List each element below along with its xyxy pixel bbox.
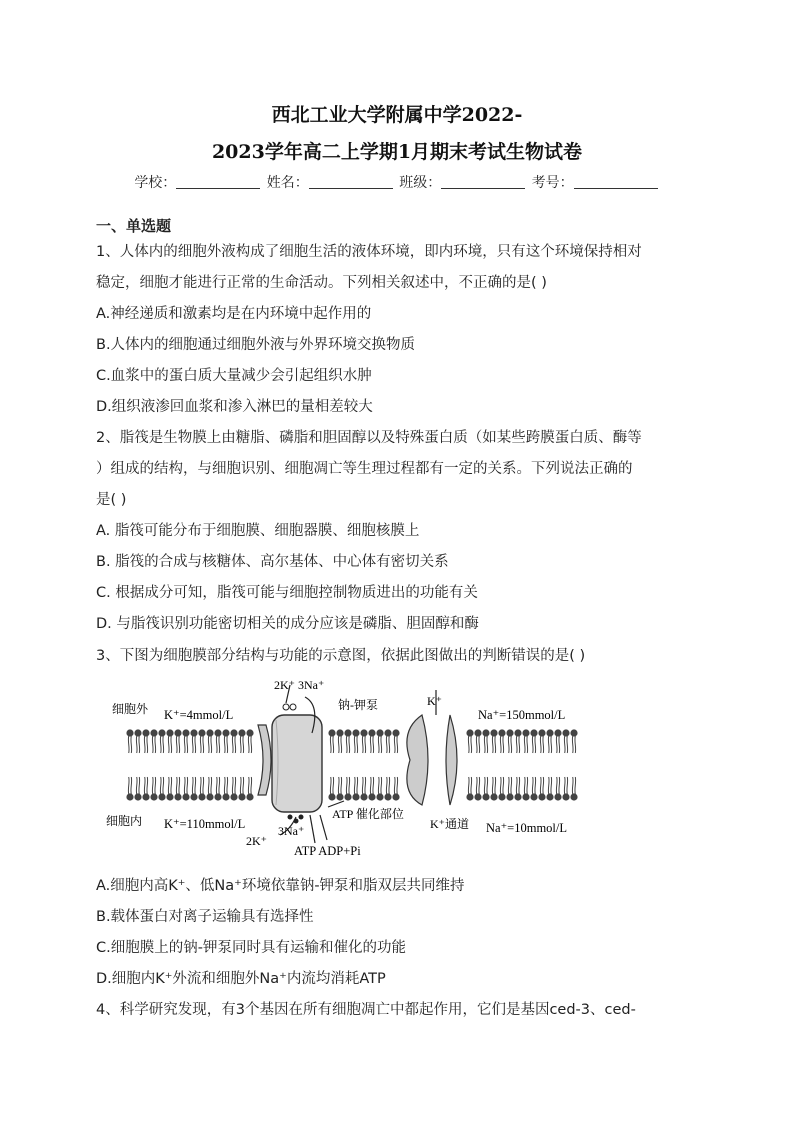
lipid-inner <box>182 777 189 801</box>
q2-option-d[interactable]: D. 与脂筏识别功能密切相关的成分应该是磷脂、胆固醇和酶 <box>96 616 479 632</box>
q1-option-b[interactable]: B.人体内的细胞通过细胞外液与外界环境交换物质 <box>96 337 416 353</box>
lipid-inner <box>150 777 157 801</box>
lipid-outer <box>174 729 181 753</box>
class-label: 班级： <box>399 175 442 191</box>
q2-option-a[interactable]: A. 脂筏可能分布于细胞膜、细胞器膜、细胞核膜上 <box>96 523 420 539</box>
q1-option-d[interactable]: D.组织液渗回血浆和渗入淋巴的量相差较大 <box>96 399 373 415</box>
lipid-outer <box>384 729 391 753</box>
lipid-inner <box>506 777 513 801</box>
lipid-outer <box>392 729 399 753</box>
small-membrane-protein <box>258 725 271 795</box>
lipid-outer <box>190 729 197 753</box>
exam-number-label: 考号： <box>531 175 574 191</box>
title-line-2: 2023学年高二上学期1月期末考试生物试卷 <box>211 141 583 163</box>
lipid-outer <box>246 729 253 753</box>
k-in-label: K⁺=110mmol/L <box>164 817 246 831</box>
lipid-inner <box>522 777 529 801</box>
lipid-outer <box>158 729 165 753</box>
school-blank[interactable] <box>176 174 260 189</box>
section-heading: 一、单选题 <box>96 217 172 235</box>
q1-option-c[interactable]: C.血浆中的蛋白质大量减少会引起组织水肿 <box>96 368 372 384</box>
lipid-inner <box>126 777 133 801</box>
lipid-outer <box>562 729 569 753</box>
lipid-outer <box>538 729 545 753</box>
q3-option-a[interactable]: A.细胞内高K⁺、低Na⁺环境依靠钠-钾泵和脂双层共同维持 <box>96 878 465 894</box>
q2-line-1: 2、脂筏是生物膜上由糖脂、磷脂和胆固醇以及特殊蛋白质（如某些跨膜蛋白质、酶等 <box>96 430 642 446</box>
lipid-inner <box>158 777 165 801</box>
lipid-inner <box>538 777 545 801</box>
lipid-inner <box>198 777 205 801</box>
lipid-outer <box>498 729 505 753</box>
lipid-inner <box>514 777 521 801</box>
lipid-inner <box>392 777 399 801</box>
q2-line-2: ）组成的结构，与细胞识别、细胞凋亡等生理过程都有一定的关系。下列说法正确的 <box>96 461 633 477</box>
lipid-outer <box>570 729 577 753</box>
title-line-1: 西北工业大学附属中学2022- <box>271 104 523 126</box>
q3-line-1: 3、下图为细胞膜部分结构与功能的示意图，依据此图做出的判断错误的是( ) <box>96 648 586 664</box>
q3-option-d[interactable]: D.细胞内K⁺外流和细胞外Na⁺内流均消耗ATP <box>96 971 386 987</box>
na-k-pump <box>272 715 322 812</box>
outside-label: 细胞外 <box>112 702 149 716</box>
inside-label: 细胞内 <box>106 814 143 828</box>
lipid-outer <box>214 729 221 753</box>
lipid-outer <box>530 729 537 753</box>
lipid-outer <box>466 729 473 753</box>
lipid-outer <box>546 729 553 753</box>
name-blank[interactable] <box>309 174 393 189</box>
class-blank[interactable] <box>441 174 525 189</box>
lipid-inner <box>344 777 351 801</box>
membrane-diagram <box>100 675 600 865</box>
exam-number-blank[interactable] <box>574 174 658 189</box>
school-label: 学校： <box>134 175 177 191</box>
lipid-outer <box>344 729 351 753</box>
lipid-inner <box>530 777 537 801</box>
lipid-outer <box>490 729 497 753</box>
lipid-inner <box>246 777 253 801</box>
lipid-inner <box>498 777 505 801</box>
top-ions-label: 2K⁺ 3Na⁺ <box>274 678 325 692</box>
lipid-inner <box>142 777 149 801</box>
lipid-inner <box>238 777 245 801</box>
lipid-outer <box>328 729 335 753</box>
lipid-outer <box>238 729 245 753</box>
name-label: 姓名： <box>266 175 309 191</box>
q2-option-b[interactable]: B. 脂筏的合成与核糖体、高尔基体、中心体有密切关系 <box>96 554 449 570</box>
lipid-outer <box>198 729 205 753</box>
student-info-row <box>0 172 794 192</box>
lipid-outer <box>126 729 133 753</box>
lipid-inner <box>482 777 489 801</box>
lipid-outer <box>376 729 383 753</box>
q1-line-2: 稳定，细胞才能进行正常的生命活动。下列相关叙述中，不正确的是( ) <box>96 275 547 291</box>
lipid-inner <box>134 777 141 801</box>
atp-reaction-label: ATP ADP+Pi <box>294 844 361 858</box>
lipid-inner <box>546 777 553 801</box>
lipid-outer <box>352 729 359 753</box>
lipid-inner <box>368 777 375 801</box>
lipid-outer <box>230 729 237 753</box>
k-channel-right <box>446 715 457 805</box>
q2-line-3: 是( ) <box>96 492 127 508</box>
lipid-inner <box>466 777 473 801</box>
lipid-inner <box>190 777 197 801</box>
atp-site-label: ATP 催化部位 <box>332 807 404 821</box>
lipid-outer <box>514 729 521 753</box>
lipid-outer <box>166 729 173 753</box>
q2-option-c[interactable]: C. 根据成分可知，脂筏可能与细胞控制物质进出的功能有关 <box>96 585 478 601</box>
lipid-inner <box>328 777 335 801</box>
na-in-label: Na⁺=10mmol/L <box>486 821 567 835</box>
lipid-inner <box>360 777 367 801</box>
lipid-outer <box>182 729 189 753</box>
k-channel-top-label: K⁺ <box>427 694 442 708</box>
lipid-inner <box>384 777 391 801</box>
k-channel-left <box>407 715 428 805</box>
lipid-outer <box>368 729 375 753</box>
lipid-outer <box>554 729 561 753</box>
bottom-na-label: 3Na⁺ <box>278 824 305 838</box>
lipid-outer <box>150 729 157 753</box>
lipid-outer <box>336 729 343 753</box>
lipid-inner <box>490 777 497 801</box>
lipid-outer <box>206 729 213 753</box>
lipid-inner <box>230 777 237 801</box>
k-out-label: K⁺=4mmol/L <box>164 708 234 722</box>
lipid-outer <box>134 729 141 753</box>
lipid-inner <box>214 777 221 801</box>
lipid-outer <box>474 729 481 753</box>
q3-option-c[interactable]: C.细胞膜上的钠-钾泵同时具有运输和催化的功能 <box>96 940 406 956</box>
lipid-outer <box>482 729 489 753</box>
bottom-k-label: 2K⁺ <box>246 834 267 848</box>
q1-option-a[interactable]: A.神经递质和激素均是在内环境中起作用的 <box>96 306 372 322</box>
q1-line-1: 1、人体内的细胞外液构成了细胞生活的液体环境，即内环境，只有这个环境保持相对 <box>96 244 642 260</box>
lipid-outer <box>222 729 229 753</box>
lipid-outer <box>142 729 149 753</box>
k-channel-label: K⁺通道 <box>430 817 470 831</box>
lipid-inner <box>554 777 561 801</box>
pump-label: 钠-钾泵 <box>338 698 378 712</box>
lipid-inner <box>174 777 181 801</box>
q4-line-1: 4、科学研究发现，有3个基因在所有细胞凋亡中都起作用，它们是基因ced-3、ced- <box>96 1002 636 1018</box>
lipid-inner <box>474 777 481 801</box>
lipid-outer <box>506 729 513 753</box>
lipid-outer <box>360 729 367 753</box>
lipid-inner <box>562 777 569 801</box>
lipid-inner <box>206 777 213 801</box>
lipid-inner <box>376 777 383 801</box>
lipid-inner <box>222 777 229 801</box>
lipid-inner <box>166 777 173 801</box>
q3-option-b[interactable]: B.载体蛋白对离子运输具有选择性 <box>96 909 314 925</box>
lipid-inner <box>570 777 577 801</box>
na-out-label: Na⁺=150mmol/L <box>478 708 566 722</box>
lipid-inner <box>336 777 343 801</box>
lipid-outer <box>522 729 529 753</box>
lipid-inner <box>352 777 359 801</box>
